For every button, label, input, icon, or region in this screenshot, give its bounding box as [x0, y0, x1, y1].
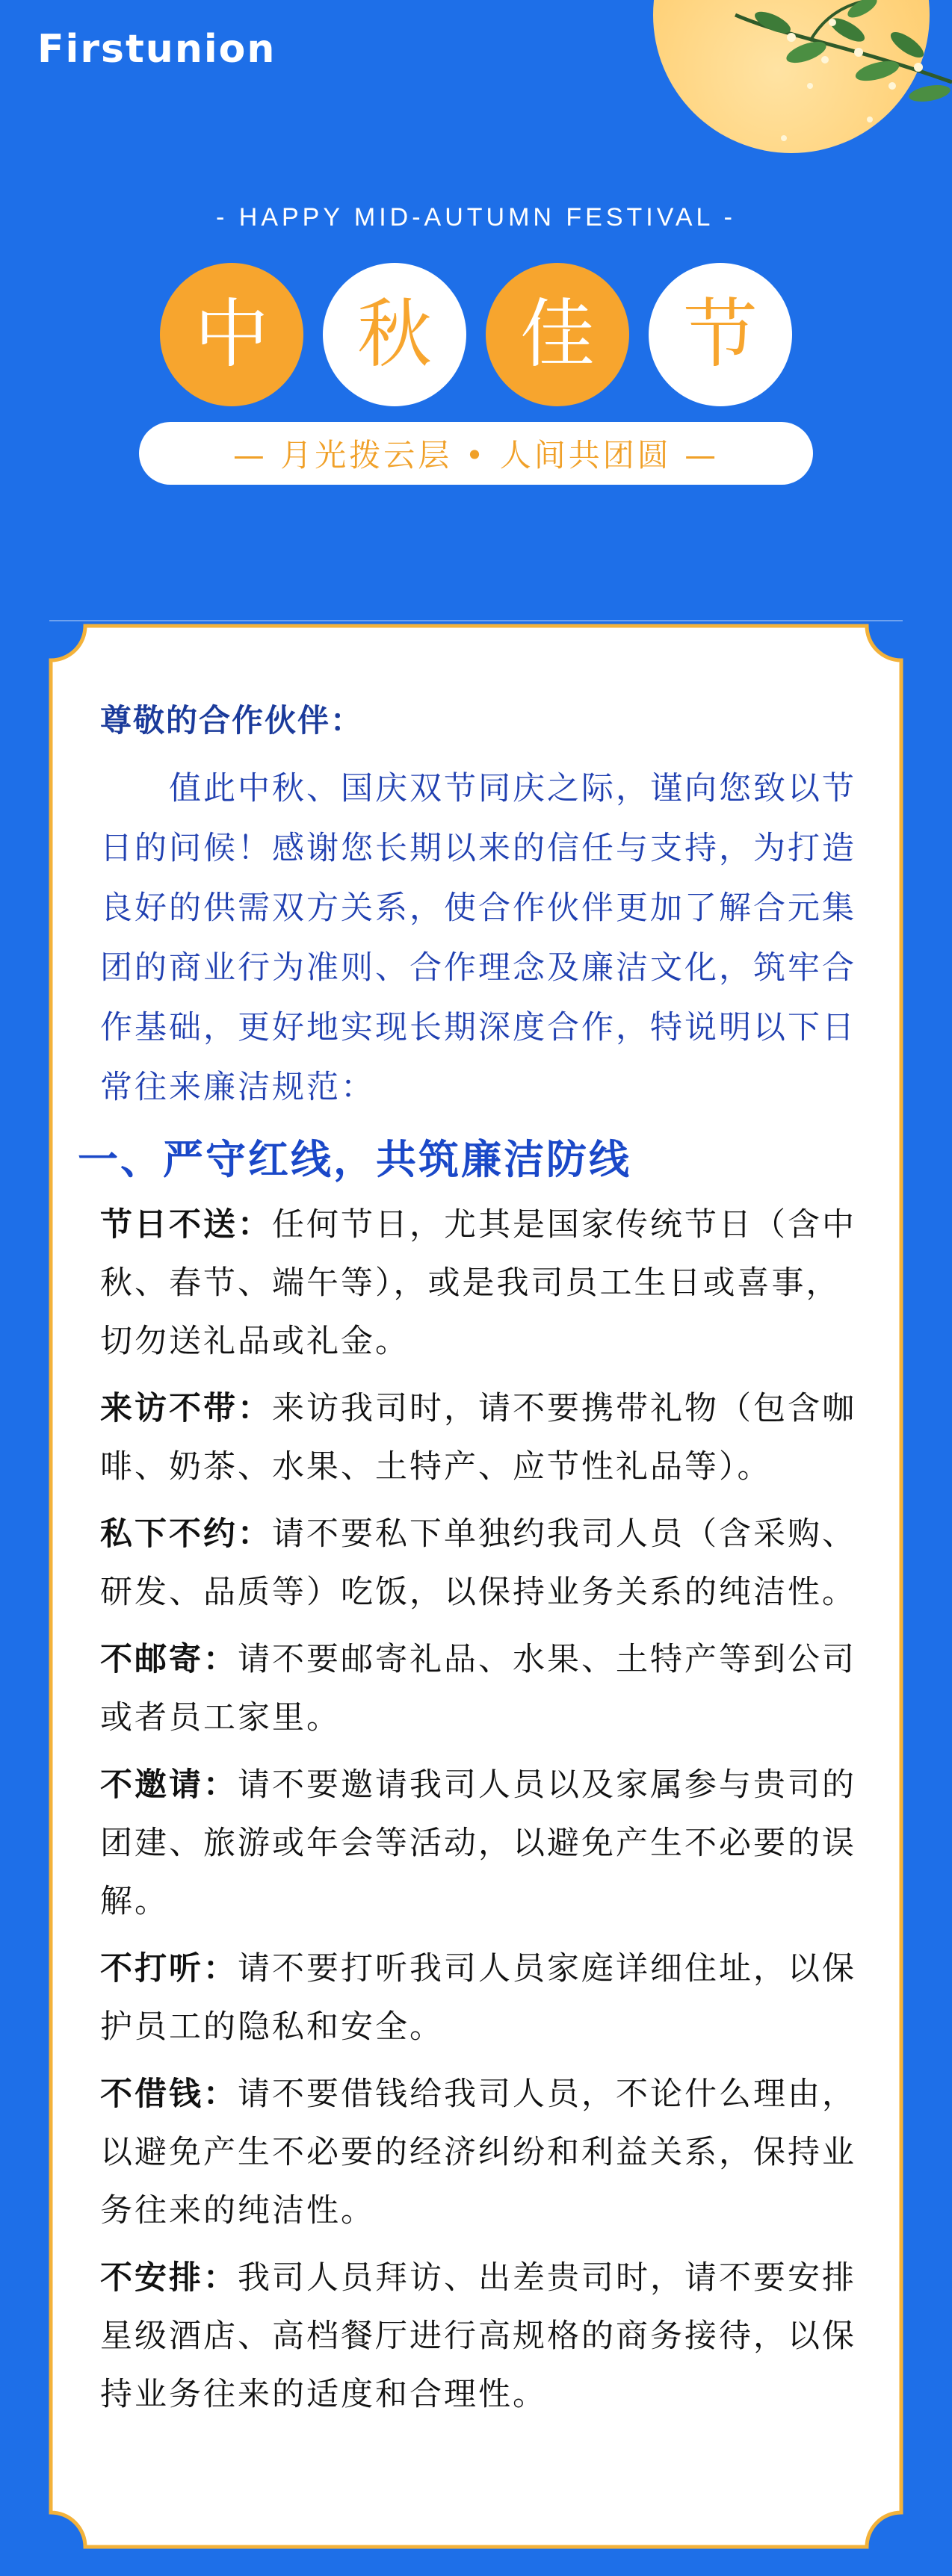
- rule-term: 来访不带：: [100, 1390, 272, 1427]
- firstunion-logo: Firstunion: [37, 27, 276, 72]
- header-divider: [49, 620, 903, 621]
- rule-term: 私下不约：: [100, 1515, 272, 1553]
- section-title: 一、严守红线，共筑廉洁防线: [78, 1136, 631, 1183]
- rule-term: 不邮寄：: [100, 1641, 238, 1678]
- indent: [100, 770, 169, 807]
- letter-intro: [100, 759, 874, 1117]
- osmanthus-branch-icon: [623, 0, 952, 194]
- rule-term: 不借钱：: [100, 2076, 238, 2113]
- title-char-4: 节: [649, 263, 792, 406]
- rule-item: [100, 1630, 874, 1747]
- rule-text: 请不要借钱给我司人员，不论什么理由，以避免产生不必要的经济纠纷和利益关系，保持业务往来的纯洁性。: [100, 2076, 856, 2229]
- festival-title: [0, 263, 952, 406]
- rule-item: [100, 1196, 874, 1371]
- rule-item: [100, 1379, 874, 1496]
- title-char-3: 佳: [486, 263, 629, 406]
- moon-illustration: [623, 0, 952, 194]
- letter-content: [78, 696, 874, 2433]
- rule-term: 节日不送：: [100, 1206, 272, 1244]
- rule-term: 不邀请：: [100, 1766, 238, 1804]
- intro-text: 值此中秋、国庆双节同庆之际，谨向您致以节日的问候！感谢您长期以来的信任与支持，为打造良好的供需双方关系，使合作伙伴更加了解合元集团的商业行为准则、合作理念及廉洁文化，筑牢合作基础，更好地实现长期深度合作，特说明以下日常往来廉洁规范：: [100, 770, 856, 1106]
- rule-text: 请不要邀请我司人员以及家属参与贵司的团建、旅游或年会等活动，以避免产生不必要的误解。: [100, 1766, 856, 1920]
- rule-item: [100, 1756, 874, 1931]
- rule-text: 请不要打听我司人员家庭详细住址，以保护员工的隐私和安全。: [100, 1950, 856, 2046]
- rule-item: [100, 2065, 874, 2240]
- rule-text: 请不要私下单独约我司人员（含采购、研发、品质等）吃饭，以保持业务关系的纯洁性。: [100, 1515, 856, 1611]
- title-char-2: 秋: [323, 263, 466, 406]
- rule-text: 来访我司时，请不要携带礼物（包含咖啡、奶茶、水果、土特产、应节性礼品等）。: [100, 1390, 856, 1486]
- rule-item: [100, 1505, 874, 1621]
- rule-text: 请不要邮寄礼品、水果、土特产等到公司或者员工家里。: [100, 1641, 856, 1737]
- slogan-banner: — 月光拨云层 • 人间共团圆 —: [139, 422, 813, 485]
- festival-tagline: - HAPPY MID-AUTUMN FESTIVAL -: [216, 203, 736, 232]
- letter-greeting: 尊敬的合作伙伴：: [100, 702, 364, 739]
- title-char-1: 中: [160, 263, 303, 406]
- rule-term: 不安排：: [100, 2259, 238, 2297]
- rule-item: [100, 1940, 874, 2056]
- rule-text: 任何节日，尤其是国家传统节日（含中秋、春节、端午等），或是我司员工生日或喜事，切勿送礼品或礼金。: [100, 1206, 856, 1360]
- rule-item: [100, 2249, 874, 2424]
- rule-term: 不打听：: [100, 1950, 238, 1987]
- rule-text: 我司人员拜访、出差贵司时，请不要安排星级酒店、高档餐厅进行高规格的商务接待，以保持业务往来的适度和合理性。: [100, 2259, 856, 2413]
